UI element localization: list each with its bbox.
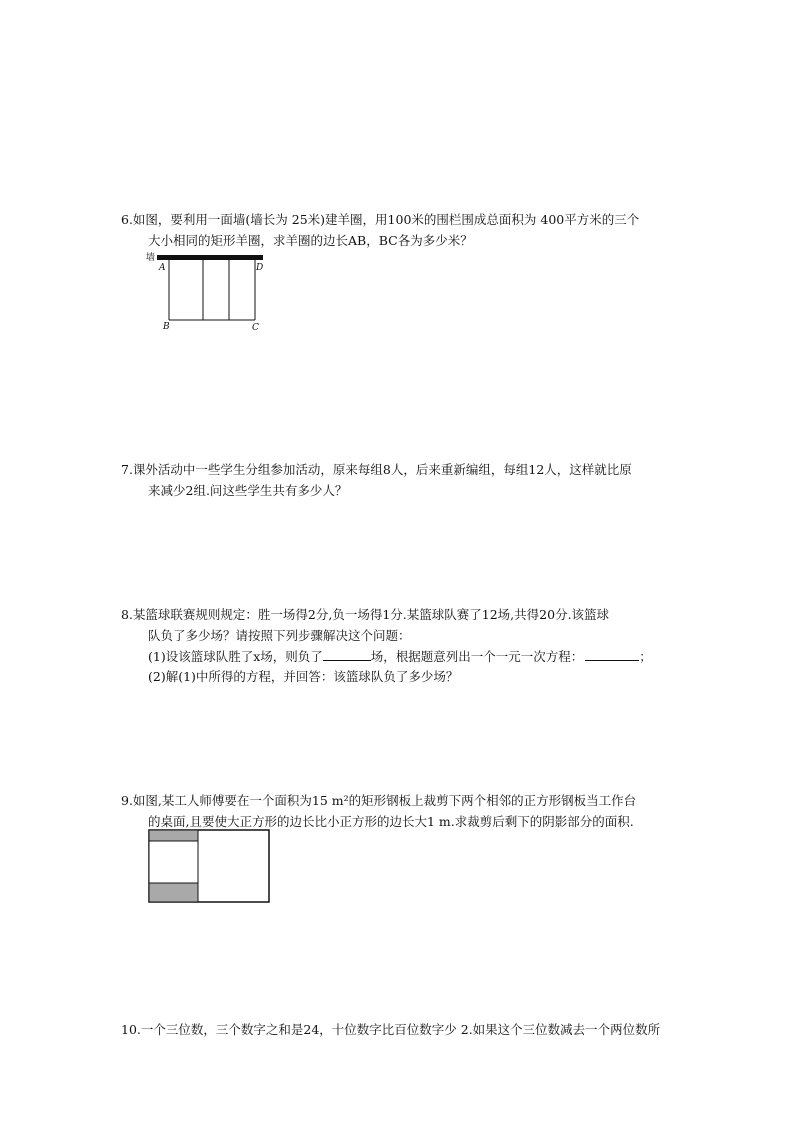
sheep-pen-figure	[145, 252, 275, 332]
q8-sub1-part2: 场，根据题意列出一个一元一次方程：	[370, 649, 584, 664]
q8-line1: 8.某篮球联赛规则规定：胜一场得2分,负一场得1分.某篮球队赛了12场,共得20分.该篮球	[121, 607, 610, 622]
q8-sub1-end: ；	[639, 649, 652, 664]
q9-line1: 9.如图,某工人师傅要在一个面积为15 m²的矩形钢板上裁剪下两个相邻的正方形钢板当工作台	[121, 793, 637, 808]
q7-line1: 7.课外活动中一些学生分组参加活动，原来每组8人，后来重新编组，每组12人，这样就比原	[121, 462, 632, 477]
wall-bar	[157, 255, 263, 260]
shaded-bottom-strip	[149, 883, 198, 902]
small-square	[149, 841, 198, 883]
q9-line2: 的桌面,且要使大正方形的边长比小正方形的边长大1 m.求裁剪后剩下的阴影部分的面积.	[148, 814, 634, 829]
q8-sub1	[148, 648, 652, 666]
q8-line2: 队负了多少场？请按照下列步骤解决这个问题：	[148, 628, 411, 643]
shaded-top-strip	[149, 830, 198, 841]
wall-label: 墙	[146, 253, 156, 263]
point-d-label: D	[256, 263, 264, 273]
q8-sub1-part1: (1)设该篮球队胜了x场，则负了	[148, 649, 323, 664]
q6-line2: 大小相同的矩形羊圈，求羊圈的边长AB，BC各为多少米？	[148, 233, 473, 248]
q10-line1: 10.一个三位数，三个数字之和是24，十位数字比百位数字少 2.如果这个三位数减去一个两位数所	[121, 1022, 661, 1037]
q6-line1: 6.如图，要利用一面墙(墙长为 25米)建羊圈，用100米的围栏围成总面积为 400平方米的三个	[121, 212, 640, 227]
steel-plate-figure	[146, 828, 272, 904]
point-b-label: B	[163, 322, 170, 332]
point-c-label: C	[252, 323, 259, 332]
q7-line2: 来减少2组.问这些学生共有多少人？	[148, 483, 348, 498]
equation-blank[interactable]	[585, 648, 639, 661]
losses-blank[interactable]	[323, 648, 371, 661]
q8-sub2: (2)解(1)中所得的方程，并回答：该篮球队负了多少场？	[148, 669, 459, 684]
point-a-label: A	[159, 263, 166, 273]
